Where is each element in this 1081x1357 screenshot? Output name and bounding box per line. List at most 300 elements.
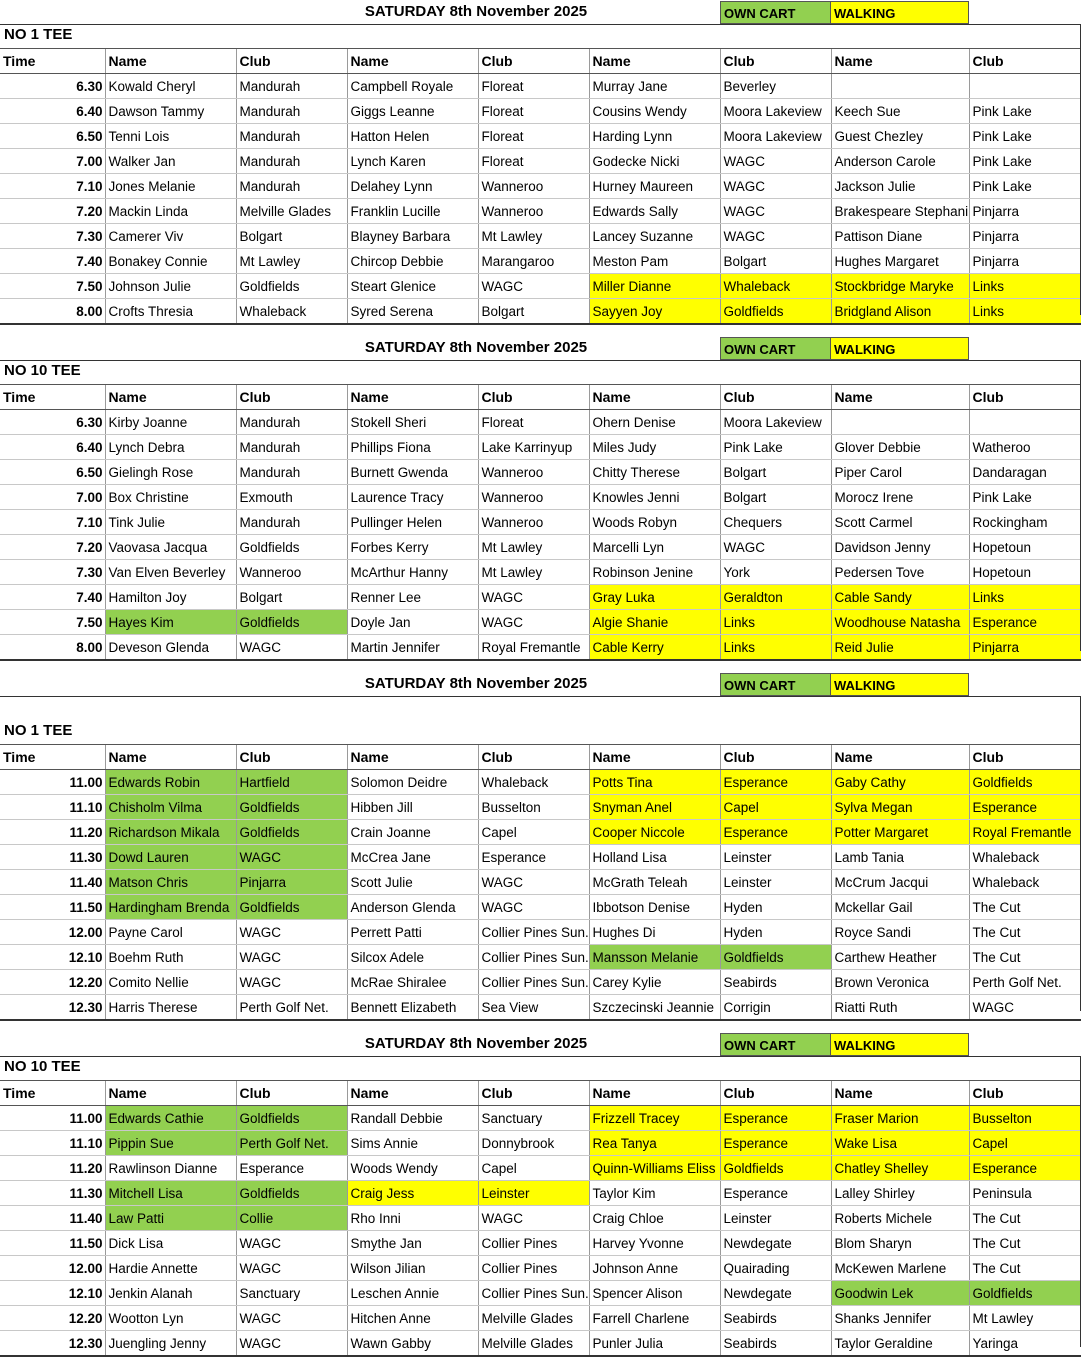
tee-time: 7.50 (0, 274, 105, 299)
player-club: Mt Lawley (478, 224, 589, 249)
player-name: Camerer Viv (105, 224, 236, 249)
player-club: Marangaroo (478, 249, 589, 274)
player-name: Blom Sharyn (831, 1231, 969, 1256)
player-club: Perth Golf Net. (236, 995, 347, 1021)
player-name: Cable Kerry (589, 635, 720, 661)
tee-time: 11.00 (0, 770, 105, 795)
player-name: Hatton Helen (347, 124, 478, 149)
player-club: The Cut (969, 1231, 1081, 1256)
player-club: Goldfields (236, 795, 347, 820)
player-club: Mandurah (236, 460, 347, 485)
player-club: Goldfields (236, 1181, 347, 1206)
player-club: Sanctuary (236, 1281, 347, 1306)
player-name: Renner Lee (347, 585, 478, 610)
player-club: Moora Lakeview (720, 410, 831, 435)
player-name: Morocz Irene (831, 485, 969, 510)
player-name: Hayes Kim (105, 610, 236, 635)
player-club: Floreat (478, 99, 589, 124)
player-club: Whaleback (236, 299, 347, 325)
player-name: Craig Jess (347, 1181, 478, 1206)
tee-time: 11.10 (0, 1131, 105, 1156)
player-name: Godecke Nicki (589, 149, 720, 174)
player-name: Rho Inni (347, 1206, 478, 1231)
tee-time: 7.10 (0, 174, 105, 199)
player-name: Hurney Maureen (589, 174, 720, 199)
tee-time: 7.20 (0, 199, 105, 224)
player-name: Chircop Debbie (347, 249, 478, 274)
player-name: Gaby Cathy (831, 770, 969, 795)
column-header: Club (236, 745, 347, 770)
tee-time: 7.30 (0, 224, 105, 249)
player-name: Anderson Carole (831, 149, 969, 174)
player-club: Wanneroo (236, 560, 347, 585)
player-name: Chitty Therese (589, 460, 720, 485)
player-name: Knowles Jenni (589, 485, 720, 510)
player-club: The Cut (969, 895, 1081, 920)
player-club: WAGC (236, 1256, 347, 1281)
player-name: Kirby Joanne (105, 410, 236, 435)
player-club: Mandurah (236, 99, 347, 124)
player-club: Mandurah (236, 410, 347, 435)
tee-time: 7.10 (0, 510, 105, 535)
player-name: Deveson Glenda (105, 635, 236, 661)
player-name: Perrett Patti (347, 920, 478, 945)
column-header: Name (831, 745, 969, 770)
legend-own-cart: OWN CART (720, 1, 831, 24)
player-club: WAGC (720, 535, 831, 560)
column-header: Name (831, 1081, 969, 1106)
player-name: Wake Lisa (831, 1131, 969, 1156)
player-club: Bolgart (720, 249, 831, 274)
tee-label: NO 1 TEE (4, 722, 73, 739)
player-name: Hardie Annette (105, 1256, 236, 1281)
player-name: Johnson Anne (589, 1256, 720, 1281)
player-name: Hibben Jill (347, 795, 478, 820)
player-club: Links (969, 299, 1081, 325)
player-name: McCrea Jane (347, 845, 478, 870)
player-name: Jenkin Alanah (105, 1281, 236, 1306)
player-name: Ibbotson Denise (589, 895, 720, 920)
player-name: Randall Debbie (347, 1106, 478, 1131)
tee-time: 12.30 (0, 1331, 105, 1357)
player-name: Edwards Robin (105, 770, 236, 795)
player-name: Lynch Debra (105, 435, 236, 460)
column-header: Club (236, 49, 347, 74)
player-name: Carthew Heather (831, 945, 969, 970)
player-club: Links (720, 610, 831, 635)
player-club: Mandurah (236, 74, 347, 99)
player-club: Seabirds (720, 1306, 831, 1331)
column-header: Name (589, 1081, 720, 1106)
player-name: Law Patti (105, 1206, 236, 1231)
column-header: Name (105, 1081, 236, 1106)
player-club: WAGC (236, 1231, 347, 1256)
player-club: Goldfields (236, 535, 347, 560)
column-header: Name (589, 745, 720, 770)
player-name: Hitchen Anne (347, 1306, 478, 1331)
legend-walking: WALKING (831, 337, 969, 360)
column-header: Time (0, 49, 105, 74)
player-club: Pinjarra (236, 870, 347, 895)
column-header: Name (105, 385, 236, 410)
player-club: Mandurah (236, 435, 347, 460)
player-name: Tenni Lois (105, 124, 236, 149)
player-name: Woods Robyn (589, 510, 720, 535)
player-club: WAGC (478, 870, 589, 895)
player-name: Stockbridge Maryke (831, 274, 969, 299)
player-name: Roberts Michele (831, 1206, 969, 1231)
player-club: WAGC (478, 274, 589, 299)
player-name: Glover Debbie (831, 435, 969, 460)
player-club: Goldfields (236, 1106, 347, 1131)
player-club: Whaleback (478, 770, 589, 795)
tee-time: 11.50 (0, 1231, 105, 1256)
tee-label: NO 1 TEE (4, 26, 73, 43)
column-header: Name (347, 385, 478, 410)
tee-time: 6.30 (0, 74, 105, 99)
player-club: Leinster (478, 1181, 589, 1206)
player-club: Melville Glades (236, 199, 347, 224)
player-name: Box Christine (105, 485, 236, 510)
player-name: Franklin Lucille (347, 199, 478, 224)
player-name: Mackin Linda (105, 199, 236, 224)
column-header: Club (236, 1081, 347, 1106)
player-name: Jackson Julie (831, 174, 969, 199)
player-club: Pinjarra (969, 635, 1081, 661)
player-name: Pullinger Helen (347, 510, 478, 535)
player-club: Pinjarra (969, 199, 1081, 224)
column-header: Club (720, 1081, 831, 1106)
player-name: Mckellar Gail (831, 895, 969, 920)
player-club: Watheroo (969, 435, 1081, 460)
player-name: Bonakey Connie (105, 249, 236, 274)
player-club: Goldfields (969, 770, 1081, 795)
legend-own-cart: OWN CART (720, 337, 831, 360)
legend-own-cart: OWN CART (720, 1033, 831, 1056)
player-name: Brakespeare Stephani (831, 199, 969, 224)
player-name: Gielingh Rose (105, 460, 236, 485)
player-club: Melville Glades (478, 1306, 589, 1331)
player-name: Hughes Di (589, 920, 720, 945)
player-club: Collier Pines Sun. (478, 945, 589, 970)
tee-time: 7.00 (0, 485, 105, 510)
player-club: The Cut (969, 1256, 1081, 1281)
player-club: Leinster (720, 845, 831, 870)
player-name: Woods Wendy (347, 1156, 478, 1181)
player-name: Dawson Tammy (105, 99, 236, 124)
player-name: Lamb Tania (831, 845, 969, 870)
tee-time: 12.00 (0, 920, 105, 945)
player-name: Kowald Cheryl (105, 74, 236, 99)
tee-time: 11.40 (0, 870, 105, 895)
player-name: Sayyen Joy (589, 299, 720, 325)
player-club: Perth Golf Net. (236, 1131, 347, 1156)
player-name: Johnson Julie (105, 274, 236, 299)
tee-time: 6.40 (0, 99, 105, 124)
player-name: Fraser Marion (831, 1106, 969, 1131)
player-club: Newdegate (720, 1281, 831, 1306)
player-club: Perth Golf Net. (969, 970, 1081, 995)
player-name: Leschen Annie (347, 1281, 478, 1306)
player-name: Tink Julie (105, 510, 236, 535)
player-club: Collier Pines Sun. (478, 970, 589, 995)
player-club: Mandurah (236, 510, 347, 535)
player-club: Collier Pines (478, 1256, 589, 1281)
player-name: Lynch Karen (347, 149, 478, 174)
section-title: SATURDAY 8th November 2025 (364, 339, 588, 356)
player-name: Bridgland Alison (831, 299, 969, 325)
column-header: Name (589, 385, 720, 410)
player-club: Goldfields (236, 610, 347, 635)
player-name: Miller Dianne (589, 274, 720, 299)
player-name: Pattison Diane (831, 224, 969, 249)
player-name: Wawn Gabby (347, 1331, 478, 1357)
player-name: Giggs Leanne (347, 99, 478, 124)
legend-walking: WALKING (831, 1033, 969, 1056)
player-name: Shanks Jennifer (831, 1306, 969, 1331)
section-frame (0, 1056, 1081, 1347)
player-club: Bolgart (236, 224, 347, 249)
player-name: Frizzell Tracey (589, 1106, 720, 1131)
player-name: McKewen Marlene (831, 1256, 969, 1281)
column-header: Club (236, 385, 347, 410)
player-club: Chequers (720, 510, 831, 535)
tee-time: 7.50 (0, 610, 105, 635)
tee-time: 11.00 (0, 1106, 105, 1131)
player-name: Davidson Jenny (831, 535, 969, 560)
tee-time: 11.20 (0, 1156, 105, 1181)
player-club: Esperance (720, 820, 831, 845)
player-name: Taylor Geraldine (831, 1331, 969, 1357)
player-name: Meston Pam (589, 249, 720, 274)
player-name: Boehm Ruth (105, 945, 236, 970)
player-name: McCrum Jacqui (831, 870, 969, 895)
player-name: Doyle Jan (347, 610, 478, 635)
player-club: Goldfields (720, 945, 831, 970)
player-name: Marcelli Lyn (589, 535, 720, 560)
player-club: Goldfields (236, 895, 347, 920)
player-club: Esperance (236, 1156, 347, 1181)
player-club: Floreat (478, 124, 589, 149)
player-club: Geraldton (720, 585, 831, 610)
player-club: Pink Lake (969, 174, 1081, 199)
player-club: Pink Lake (969, 124, 1081, 149)
player-club: Collie (236, 1206, 347, 1231)
player-name: Dowd Lauren (105, 845, 236, 870)
player-club: Whaleback (720, 274, 831, 299)
player-club: Beverley (720, 74, 831, 99)
player-name: Forbes Kerry (347, 535, 478, 560)
player-club: Bolgart (236, 585, 347, 610)
player-club: Mandurah (236, 149, 347, 174)
player-name: Mitchell Lisa (105, 1181, 236, 1206)
tee-time: 12.00 (0, 1256, 105, 1281)
player-club: Pinjarra (969, 224, 1081, 249)
player-name: Mansson Melanie (589, 945, 720, 970)
player-club: Wanneroo (478, 510, 589, 535)
player-name: Edwards Cathie (105, 1106, 236, 1131)
player-club: WAGC (478, 1206, 589, 1231)
player-club: Dandaragan (969, 460, 1081, 485)
player-name: Woodhouse Natasha (831, 610, 969, 635)
player-name: Wootton Lyn (105, 1306, 236, 1331)
player-club: Mt Lawley (478, 560, 589, 585)
tee-time: 11.20 (0, 820, 105, 845)
column-header: Name (347, 49, 478, 74)
column-header: Club (969, 745, 1081, 770)
player-club: WAGC (478, 585, 589, 610)
player-name: Potts Tina (589, 770, 720, 795)
player-club: Floreat (478, 74, 589, 99)
player-club: Moora Lakeview (720, 99, 831, 124)
player-club: Goldfields (720, 1156, 831, 1181)
player-club: Esperance (720, 1181, 831, 1206)
column-header: Club (478, 1081, 589, 1106)
player-club: Wanneroo (478, 460, 589, 485)
player-name: Chatley Shelley (831, 1156, 969, 1181)
player-club: Links (969, 274, 1081, 299)
player-name: Hamilton Joy (105, 585, 236, 610)
player-name: Hughes Margaret (831, 249, 969, 274)
player-name: Goodwin Lek (831, 1281, 969, 1306)
player-club: Esperance (478, 845, 589, 870)
player-name: Jones Melanie (105, 174, 236, 199)
player-club: Leinster (720, 870, 831, 895)
player-name: Richardson Mikala (105, 820, 236, 845)
tee-time: 8.00 (0, 299, 105, 325)
player-club: Capel (969, 1131, 1081, 1156)
player-club: WAGC (720, 199, 831, 224)
player-name: Matson Chris (105, 870, 236, 895)
player-name: Carey Kylie (589, 970, 720, 995)
tee-time: 11.30 (0, 1181, 105, 1206)
player-club: Whaleback (969, 870, 1081, 895)
player-club: The Cut (969, 920, 1081, 945)
player-name: Walker Jan (105, 149, 236, 174)
player-name: Craig Chloe (589, 1206, 720, 1231)
column-header: Time (0, 745, 105, 770)
player-name: Scott Julie (347, 870, 478, 895)
player-club: Links (720, 635, 831, 661)
player-club: Links (969, 585, 1081, 610)
player-name: Scott Carmel (831, 510, 969, 535)
tee-time: 12.30 (0, 995, 105, 1021)
player-name: Guest Chezley (831, 124, 969, 149)
player-name: Pedersen Tove (831, 560, 969, 585)
player-club: Hyden (720, 895, 831, 920)
column-header: Name (347, 1081, 478, 1106)
player-name: Syred Serena (347, 299, 478, 325)
player-name: Sylva Megan (831, 795, 969, 820)
column-header: Club (478, 49, 589, 74)
tee-time: 12.10 (0, 1281, 105, 1306)
player-name: Smythe Jan (347, 1231, 478, 1256)
tee-time: 8.00 (0, 635, 105, 661)
column-header: Club (478, 385, 589, 410)
player-club: Mandurah (236, 174, 347, 199)
player-club: Esperance (969, 610, 1081, 635)
tee-time: 7.30 (0, 560, 105, 585)
player-club: WAGC (236, 945, 347, 970)
player-club: Mandurah (236, 124, 347, 149)
player-club: Hartfield (236, 770, 347, 795)
column-header: Time (0, 1081, 105, 1106)
column-header: Time (0, 385, 105, 410)
player-club: WAGC (236, 635, 347, 661)
player-name: Bennett Elizabeth (347, 995, 478, 1021)
column-header: Club (720, 49, 831, 74)
player-club: Collier Pines (478, 1231, 589, 1256)
player-name: Rea Tanya (589, 1131, 720, 1156)
player-name: Punler Julia (589, 1331, 720, 1357)
player-name: Snyman Anel (589, 795, 720, 820)
player-club: York (720, 560, 831, 585)
player-name: Quinn-Williams Eliss (589, 1156, 720, 1181)
player-club: WAGC (720, 224, 831, 249)
column-header: Name (831, 385, 969, 410)
player-name: Blayney Barbara (347, 224, 478, 249)
player-club: Donnybrook (478, 1131, 589, 1156)
player-club: Royal Fremantle (969, 820, 1081, 845)
column-header: Club (720, 385, 831, 410)
player-club: WAGC (969, 995, 1081, 1021)
player-club: Esperance (720, 1106, 831, 1131)
player-club: Royal Fremantle (478, 635, 589, 661)
tee-time: 12.20 (0, 970, 105, 995)
tee-time: 6.50 (0, 460, 105, 485)
player-name: Lalley Shirley (831, 1181, 969, 1206)
tee-time: 11.10 (0, 795, 105, 820)
player-club: Pinjarra (969, 249, 1081, 274)
column-header: Club (969, 49, 1081, 74)
player-club: The Cut (969, 945, 1081, 970)
player-name: Payne Carol (105, 920, 236, 945)
player-club: Sea View (478, 995, 589, 1021)
player-club: Seabirds (720, 970, 831, 995)
column-header: Name (347, 745, 478, 770)
player-name: Brown Veronica (831, 970, 969, 995)
player-name: Reid Julie (831, 635, 969, 661)
player-club: WAGC (478, 610, 589, 635)
tee-time: 7.40 (0, 585, 105, 610)
player-name: Wilson Jilian (347, 1256, 478, 1281)
tee-time: 6.50 (0, 124, 105, 149)
player-club: Hopetoun (969, 560, 1081, 585)
player-name: Silcox Adele (347, 945, 478, 970)
player-name: Riatti Ruth (831, 995, 969, 1021)
tee-time: 7.00 (0, 149, 105, 174)
player-name: Cooper Niccole (589, 820, 720, 845)
legend-walking: WALKING (831, 673, 969, 696)
player-club: Capel (720, 795, 831, 820)
tee-time: 11.40 (0, 1206, 105, 1231)
player-name: McArthur Hanny (347, 560, 478, 585)
player-club: Yaringa (969, 1331, 1081, 1357)
player-club: Newdegate (720, 1231, 831, 1256)
tee-label: NO 10 TEE (4, 362, 81, 379)
player-name: McRae Shiralee (347, 970, 478, 995)
section-title: SATURDAY 8th November 2025 (364, 3, 588, 20)
player-name: Spencer Alison (589, 1281, 720, 1306)
player-club: Pink Lake (969, 149, 1081, 174)
player-name: Dick Lisa (105, 1231, 236, 1256)
legend-walking: WALKING (831, 1, 969, 24)
player-club: Hyden (720, 920, 831, 945)
player-name: Taylor Kim (589, 1181, 720, 1206)
player-club: Lake Karrinyup (478, 435, 589, 460)
section-title: SATURDAY 8th November 2025 (364, 1035, 588, 1052)
player-name: Royce Sandi (831, 920, 969, 945)
